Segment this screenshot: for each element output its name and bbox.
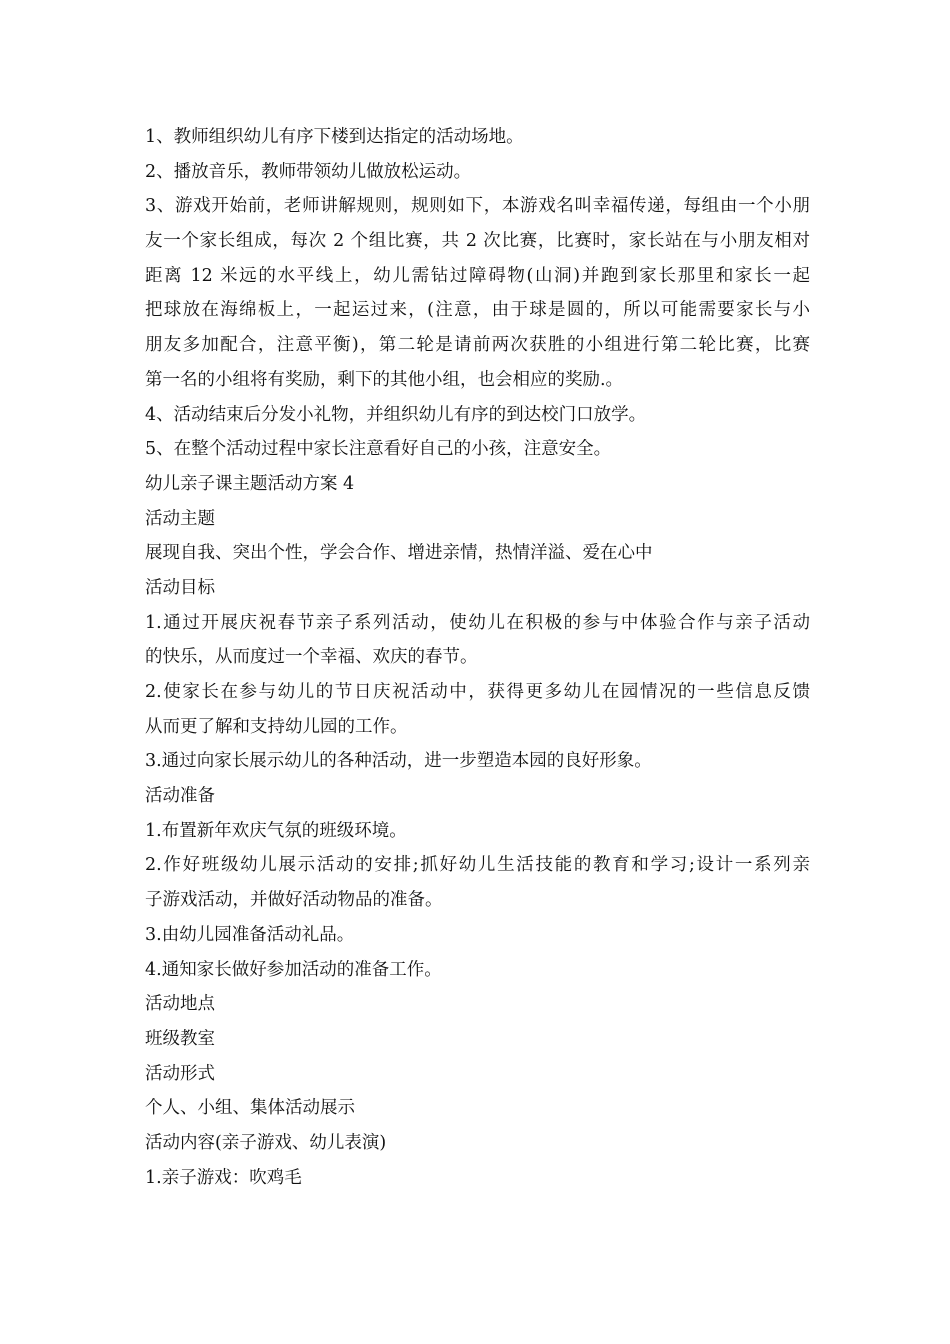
paragraph-line: 4.通知家长做好参加活动的准备工作。 [145,959,442,980]
paragraph-line: 展现自我、突出个性，学会合作、增进亲情，热情洋溢、爱在心中 [145,543,653,564]
paragraph-line: 距离 12 米远的水平线上，幼儿需钻过障碍物(山洞)并跑到家长那里和家长一起 [145,265,810,286]
paragraph-line: 2.使家长在参与幼儿的节日庆祝活动中，获得更多幼儿在园情况的一些信息反馈 [145,682,810,702]
section-heading: 活动内容(亲子游戏、幼儿表演) [145,1132,387,1153]
paragraph-line: 的快乐，从而度过一个幸福、欢庆的春节。 [145,647,478,668]
section-heading: 活动形式 [145,1063,215,1084]
paragraph-line: 1.布置新年欢庆气氛的班级环境。 [145,820,407,841]
paragraph-line: 2、播放音乐，教师带领幼儿做放松运动。 [145,161,472,182]
section-heading: 活动主题 [145,508,215,529]
paragraph-line: 2.作好班级幼儿展示活动的安排;抓好幼儿生活技能的教育和学习;设计一系列亲 [145,855,810,876]
paragraph-line: 3.通过向家长展示幼儿的各种活动，进一步塑造本园的良好形象。 [145,751,652,772]
paragraph-line: 第一名的小组将有奖励，剩下的其他小组，也会相应的奖励.。 [145,369,624,390]
paragraph-line: 3.由幼儿园准备活动礼品。 [145,924,355,945]
paragraph-line: 1.通过开展庆祝春节亲子系列活动，使幼儿在积极的参与中体验合作与亲子活动 [145,612,810,633]
section-heading: 活动地点 [145,994,215,1015]
paragraph-line: 班级教室 [145,1028,215,1049]
paragraph-line: 把球放在海绵板上，一起运过来，(注意，由于球是圆的，所以可能需要家长与小 [145,300,810,321]
section-heading: 活动目标 [145,577,215,598]
paragraph-line: 5、在整个活动过程中家长注意看好自己的小孩，注意安全。 [145,439,612,460]
paragraph-line: 1、教师组织幼儿有序下楼到达指定的活动场地。 [145,127,524,147]
section-title: 幼儿亲子课主题活动方案 4 [145,473,355,494]
document-body [145,120,810,1195]
paragraph-line: 4、活动结束后分发小礼物，并组织幼儿有序的到达校门口放学。 [145,404,647,425]
paragraph-line: 从而更了解和支持幼儿园的工作。 [145,716,408,737]
paragraph-line: 友一个家长组成，每次 2 个组比赛，共 2 次比赛，比赛时，家长站在与小朋友相对 [145,231,810,252]
paragraph-line: 3、游戏开始前，老师讲解规则，规则如下，本游戏名叫幸福传递，每组由一个小朋 [145,196,810,217]
paragraph-line: 朋友多加配合，注意平衡)，第二轮是请前两次获胜的小组进行第二轮比赛，比赛 [145,335,810,356]
section-heading: 活动准备 [145,786,215,807]
paragraph-line: 子游戏活动，并做好活动物品的准备。 [145,890,443,911]
paragraph-line: 个人、小组、集体活动展示 [145,1098,355,1119]
paragraph-line: 1.亲子游戏：吹鸡毛 [145,1167,302,1188]
